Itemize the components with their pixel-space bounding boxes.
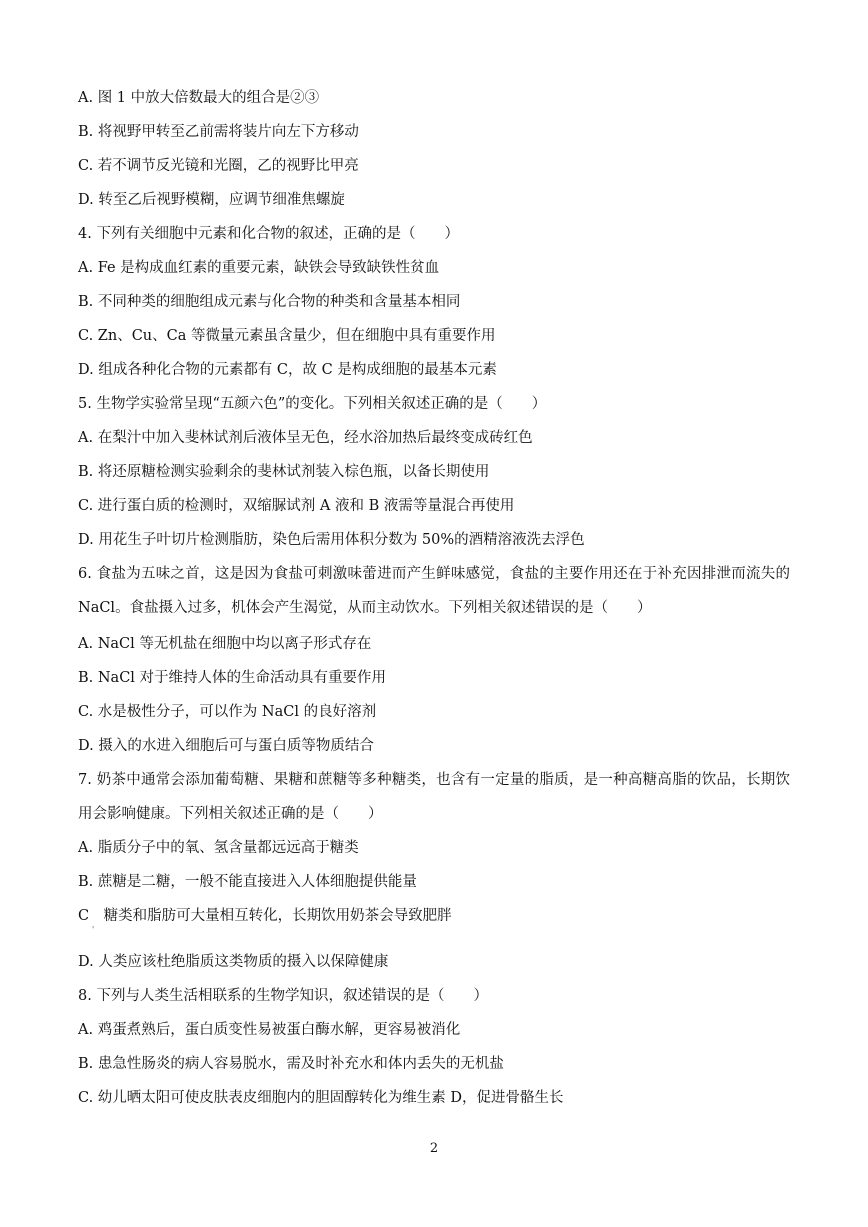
question-4: 4. 下列有关细胞中元素和化合物的叙述，正确的是（ ） bbox=[78, 226, 459, 242]
option-3c: C. 若不调节反光镜和光圈，乙的视野比甲亮 bbox=[78, 158, 359, 174]
option-7d: D. 人类应该杜绝脂质这类物质的摄入以保障健康 bbox=[78, 954, 389, 970]
option-7c: C 糖类和脂肪可大量相互转化，长期饮用奶茶会导致肥胖 bbox=[78, 908, 452, 924]
option-3b: B. 将视野甲转至乙前需将装片向左下方移动 bbox=[78, 124, 359, 140]
option-8c: C. 幼儿晒太阳可使皮肤表皮细胞内的胆固醇转化为维生素 D，促进骨骼生长 bbox=[78, 1090, 564, 1106]
option-6a: A. NaCl 等无机盐在细胞中均以离子形式存在 bbox=[78, 636, 372, 652]
option-7a: A. 脂质分子中的氧、氢含量都远远高于糖类 bbox=[78, 840, 359, 856]
stray-mark: ' bbox=[92, 925, 95, 934]
question-6: 6. 食盐为五味之首，这是因为食盐可刺激味蕾进而产生鲜味感觉，食盐的主要作用还在于补充因排泄而流失的 NaCl。食盐摄入过多，机体会产生渴觉，从而主动饮水。下列相关叙述错误的是（ ） bbox=[78, 566, 790, 616]
option-6d: D. 摄入的水进入细胞后可与蛋白质等物质结合 bbox=[78, 738, 374, 754]
option-4b: B. 不同种类的细胞组成元素与化合物的种类和含量基本相同 bbox=[78, 294, 461, 310]
option-4d: D. 组成各种化合物的元素都有 C，故 C 是构成细胞的最基本元素 bbox=[78, 362, 497, 378]
question-7: 7. 奶茶中通常会添加葡萄糖、果糖和蔗糖等多种糖类，也含有一定量的脂质，是一种高糖高脂的饮品，长期饮用会影响健康。下列相关叙述正确的是（ ） bbox=[78, 772, 790, 822]
option-4a: A. Fe 是构成血红素的重要元素，缺铁会导致缺铁性贫血 bbox=[78, 260, 440, 276]
option-4c: C. Zn、Cu、Ca 等微量元素虽含量少，但在细胞中具有重要作用 bbox=[78, 328, 496, 344]
option-6b: B. NaCl 对于维持人体的生命活动具有重要作用 bbox=[78, 670, 387, 686]
question-8: 8. 下列与人类生活相联系的生物学知识，叙述错误的是（ ） bbox=[78, 988, 488, 1004]
option-3a: A. 图 1 中放大倍数最大的组合是②③ bbox=[78, 90, 320, 106]
option-5c: C. 进行蛋白质的检测时，双缩脲试剂 A 液和 B 液需等量混合再使用 bbox=[78, 498, 515, 514]
option-5b: B. 将还原糖检测实验剩余的斐林试剂装入棕色瓶，以备长期使用 bbox=[78, 464, 490, 480]
question-5: 5. 生物学实验常呈现“五颜六色”的变化。下列相关叙述正确的是（ ） bbox=[78, 396, 547, 412]
option-8a: A. 鸡蛋煮熟后，蛋白质变性易被蛋白酶水解，更容易被消化 bbox=[78, 1022, 461, 1038]
option-5d: D. 用花生子叶切片检测脂肪，染色后需用体积分数为 50%的酒精溶液洗去浮色 bbox=[78, 532, 585, 548]
option-8b: B. 患急性肠炎的病人容易脱水，需及时补充水和体内丢失的无机盐 bbox=[78, 1056, 504, 1072]
option-5a: A. 在梨汁中加入斐林试剂后液体呈无色，经水浴加热后最终变成砖红色 bbox=[78, 430, 533, 446]
option-6c: C. 水是极性分子，可以作为 NaCl 的良好溶剂 bbox=[78, 704, 377, 720]
option-3d: D. 转至乙后视野模糊，应调节细准焦螺旋 bbox=[78, 192, 345, 208]
option-7b: B. 蔗糖是二糖，一般不能直接进入人体细胞提供能量 bbox=[78, 874, 417, 890]
page-number: 2 bbox=[429, 1141, 439, 1156]
